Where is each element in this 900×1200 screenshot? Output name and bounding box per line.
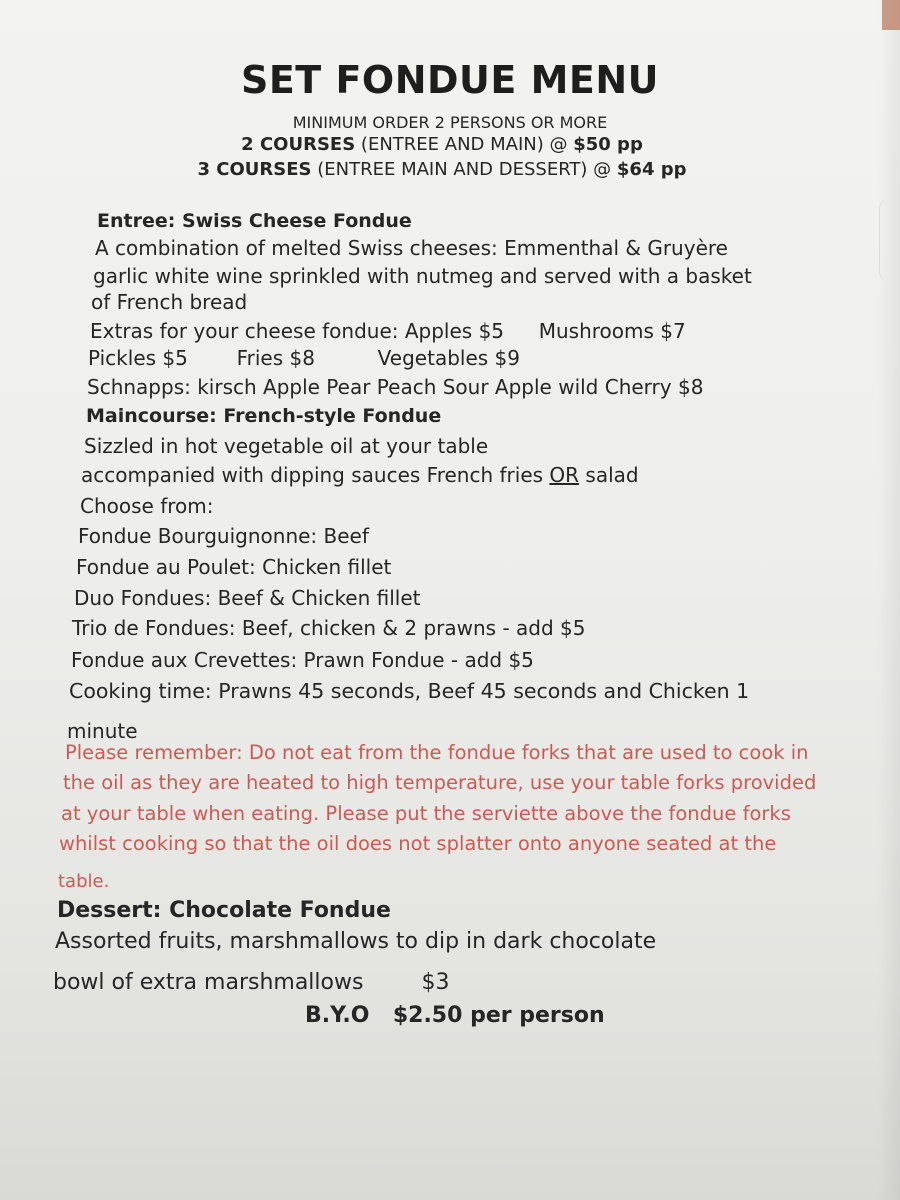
- safety-warning-line: table.: [58, 871, 110, 892]
- minimum-order-note: MINIMUM ORDER 2 PERSONS OR MORE: [292, 113, 608, 132]
- safety-warning-line: the oil as they are heated to high temperature, use your table forks provided: [63, 771, 817, 794]
- extra-item-price: $5: [162, 346, 188, 370]
- safety-warning-line: at your table when eating. Please put the serviette above the fondue forks: [61, 802, 791, 825]
- cooking-time-line: minute: [67, 719, 138, 743]
- schnapps-line: Schnapps: kirsch Apple Pear Peach Sour Apple wild Cherry $8: [87, 375, 704, 399]
- page-edge-tab: [879, 200, 900, 280]
- two-courses-price: $50 pp: [573, 134, 643, 155]
- safety-warning-line: Please remember: Do not eat from the fondue forks that are used to cook in: [65, 741, 809, 764]
- page-edge-shadow: [878, 0, 900, 1200]
- three-courses-price: $64 pp: [616, 159, 687, 180]
- choose-from-label: Choose from:: [80, 494, 214, 518]
- three-courses-detail: (ENTREE MAIN AND DESSERT) @: [317, 159, 612, 180]
- maincourse-salad-text: salad: [579, 463, 639, 487]
- fondue-option: Fondue au Poulet: Chicken fillet: [76, 555, 392, 579]
- three-courses-label: 3 COURSES: [197, 159, 312, 180]
- extra-item-price: $5: [478, 319, 505, 343]
- or-underlined: OR: [549, 463, 580, 487]
- extra-item-price: $8: [289, 346, 315, 370]
- entree-desc-line: of French bread: [91, 290, 248, 314]
- entree-desc-line: A combination of melted Swiss cheeses: Emmenthal & Gruyère: [95, 236, 728, 260]
- two-courses-detail: (ENTREE AND MAIN) @: [360, 134, 568, 155]
- two-courses-line: [0, 134, 892, 155]
- maincourse-desc-line: [81, 463, 639, 487]
- fondue-option: Fondue Bourguignonne: Beef: [78, 524, 369, 548]
- extra-marshmallows-price: $3: [421, 970, 450, 995]
- extra-item-name: Vegetables: [377, 346, 489, 370]
- extra-item-name: Pickles: [88, 346, 157, 370]
- extra-item-name: Apples: [404, 319, 473, 343]
- extras-line-1: [90, 319, 686, 343]
- extra-marshmallows-label: bowl of extra marshmallows: [53, 970, 364, 995]
- extra-item-price: $9: [494, 346, 520, 370]
- byo-label: B.Y.O: [305, 1003, 370, 1028]
- extra-item-name: Fries: [236, 346, 284, 370]
- two-courses-label: 2 COURSES: [241, 134, 356, 155]
- fondue-option: Trio de Fondues: Beef, chicken & 2 prawns - add $5: [72, 616, 586, 640]
- entree-heading: Entree: Swiss Cheese Fondue: [97, 210, 412, 232]
- fondue-option: Fondue aux Crevettes: Prawn Fondue - add $5: [71, 648, 534, 672]
- byo-price: $2.50 per person: [392, 1003, 605, 1028]
- dessert-desc-line: Assorted fruits, marshmallows to dip in dark chocolate: [55, 929, 657, 954]
- maincourse-heading: Maincourse: French-style Fondue: [86, 405, 442, 427]
- three-courses-line: [0, 159, 892, 180]
- extra-item-name: Mushrooms: [538, 319, 654, 343]
- fondue-option: Duo Fondues: Beef & Chicken fillet: [74, 586, 421, 610]
- menu-title: SET FONDUE MENU: [240, 58, 660, 102]
- safety-warning-line: whilst cooking so that the oil does not splatter onto anyone seated at the: [59, 832, 777, 855]
- extra-marshmallows-line: [53, 970, 449, 995]
- dessert-heading: Dessert: Chocolate Fondue: [57, 898, 391, 923]
- maincourse-sauces-text: accompanied with dipping sauces French fries: [81, 463, 550, 487]
- extra-item-price: $7: [660, 319, 686, 343]
- cooking-time-line: Cooking time: Prawns 45 seconds, Beef 45 seconds and Chicken 1: [69, 679, 750, 703]
- maincourse-desc-line: Sizzled in hot vegetable oil at your table: [84, 434, 489, 458]
- extras-label: Extras for your cheese fondue:: [90, 319, 399, 343]
- byo-line: [305, 1003, 605, 1028]
- entree-desc-line: garlic white wine sprinkled with nutmeg and served with a basket: [93, 264, 752, 288]
- extras-line-2: [88, 346, 520, 370]
- page-corner: [882, 0, 900, 30]
